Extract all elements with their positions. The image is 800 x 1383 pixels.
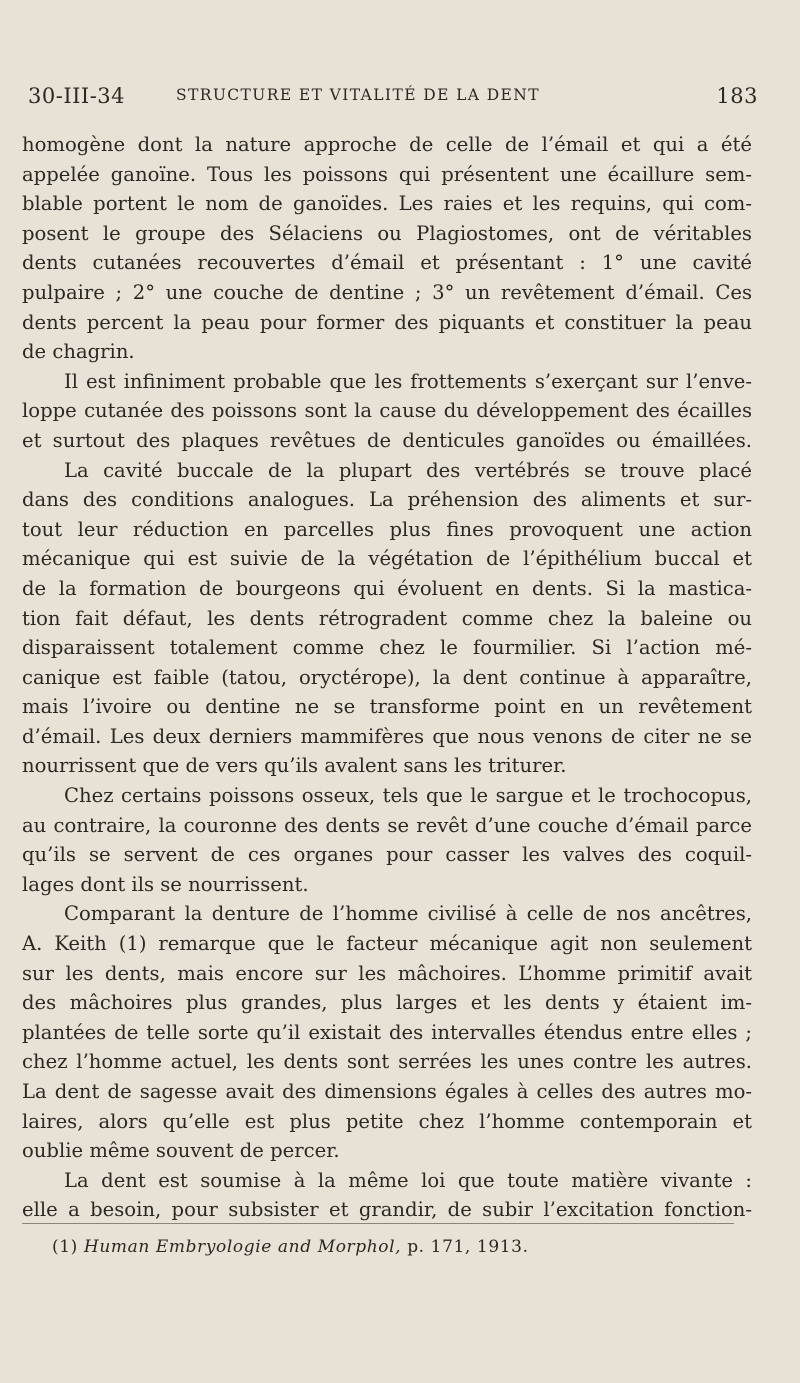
text-line: tion fait défaut, les dents rétrogradent comme chez la baleine ou (22, 606, 752, 630)
text-line: mais l’ivoire ou dentine ne se transforme point en un revêtement (22, 695, 752, 719)
text-line: canique est faible (tatou, oryctérope), la dent continue à apparaître, (22, 665, 752, 689)
footnote-marker: (1) (52, 1237, 78, 1257)
text-line: oublie même souvent de percer. (22, 1139, 340, 1163)
text-line: dents percent la peau pour former des piquants et constituer la peau (22, 310, 752, 334)
text-line: La dent de sagesse avait des dimensions égales à celles des autres mo- (22, 1080, 752, 1103)
paragraph-start: Comparant la denture de l’homme civilisé à celle de nos ancêtres, (64, 902, 752, 926)
text-line: mécanique qui est suivie de la végétation de l’épithélium buccal et (22, 547, 752, 571)
footnote-title: Human Embryologie and Morphol, (83, 1237, 402, 1257)
text-line: dents cutanées recouvertes d’émail et présentant : 1° une cavité (22, 251, 752, 275)
date-folio: 30-III-34 (28, 84, 126, 108)
text-line: d’émail. Les deux derniers mammifères que nous venons de citer ne se (22, 724, 752, 748)
page-header (28, 84, 758, 112)
text-line: de chagrin. (22, 340, 135, 364)
text-line: sur les dents, mais encore sur les mâchoires. L’homme primitif avait (22, 961, 752, 985)
text-line: laires, alors qu’elle est plus petite chez l’homme contemporain et (22, 1109, 752, 1133)
text-line: des mâchoires plus grandes, plus larges et les dents y étaient im- (22, 991, 752, 1015)
text-line: chez l’homme actuel, les dents sont serrées les unes contre les autres. (22, 1050, 752, 1074)
text-line: de la formation de bourgeons qui évoluent en dents. Si la mastica- (22, 576, 752, 600)
text-line: pulpaire ; 2° une couche de dentine ; 3° un revêtement d’émail. Ces (22, 280, 752, 304)
footnote-divider (22, 1223, 734, 1224)
text-line: lages dont ils se nourrissent. (22, 872, 309, 896)
text-line: disparaissent totalement comme chez le fourmilier. Si l’action mé- (22, 636, 752, 660)
text-line: au contraire, la couronne des dents se revêt d’une couche d’émail parce (22, 813, 752, 837)
text-line: appelée ganoïne. Tous les poissons qui présentent une écaillure sem- (22, 162, 752, 186)
page-number: 183 (716, 84, 758, 108)
text-line: et surtout des plaques revêtues de denticules ganoïdes ou émaillées. (22, 428, 752, 452)
paragraph-start: Chez certains poissons osseux, tels que le sargue et le trochocopus, (64, 784, 752, 808)
footnote (52, 1237, 529, 1257)
body-text (22, 130, 752, 1225)
running-title: STRUCTURE ET VITALITÉ DE LA DENT (176, 86, 540, 104)
text-line: plantées de telle sorte qu’il existait des intervalles étendus entre elles ; (22, 1020, 752, 1044)
text-line: nourrissent que de vers qu’ils avalent sans les triturer. (22, 754, 567, 778)
text-line: loppe cutanée des poissons sont la cause du développement des écailles (22, 399, 752, 423)
text-line: posent le groupe des Sélaciens ou Plagiostomes, ont de véritables (22, 221, 752, 245)
text-line: dans des conditions analogues. La préhension des aliments et sur- (22, 488, 752, 512)
text-line: blable portent le nom de ganoïdes. Les raies et les requins, qui com- (22, 192, 752, 216)
text-line: A. Keith (1) remarque que le facteur mécanique agit non seulement (22, 932, 752, 956)
paragraph-start: Il est infiniment probable que les frottements s’exerçant sur l’enve- (64, 369, 752, 393)
text-line: tout leur réduction en parcelles plus fines provoquent une action (22, 517, 752, 541)
text-line: homogène dont la nature approche de celle de l’émail et qui a été (22, 133, 752, 156)
text-line: qu’ils se servent de ces organes pour casser les valves des coquil- (22, 843, 752, 867)
text-line: elle a besoin, pour subsister et grandir, de subir l’excitation fonction- (22, 1198, 752, 1222)
footnote-citation: p. 171, 1913. (407, 1237, 529, 1257)
paragraph-start: La cavité buccale de la plupart des vertébrés se trouve placé (64, 458, 752, 482)
paragraph-start: La dent est soumise à la même loi que toute matière vivante : (64, 1168, 752, 1192)
